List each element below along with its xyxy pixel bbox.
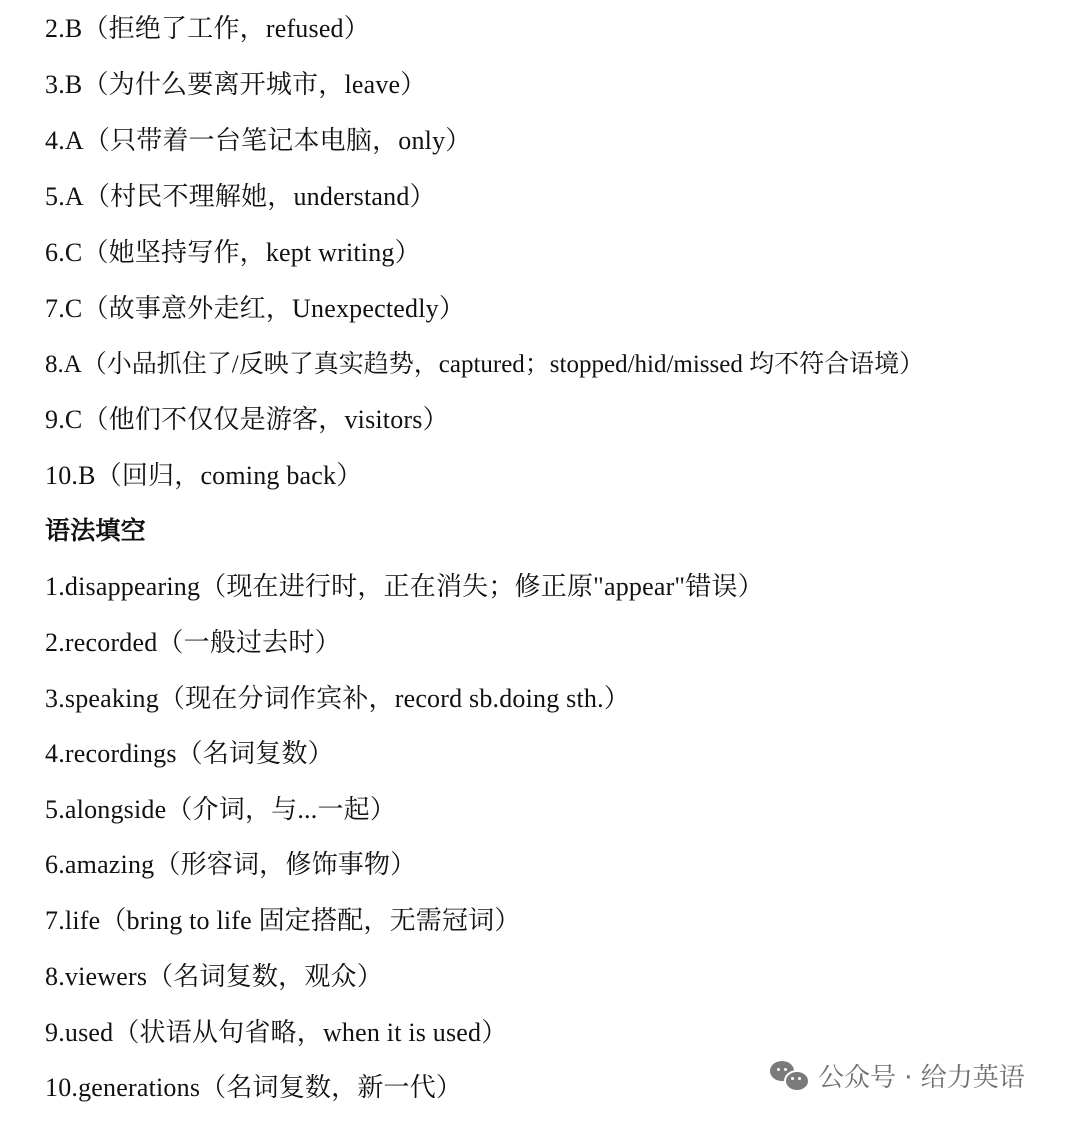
grammar-line: 2.recorded（一般过去时） [45,628,341,657]
answer-line: 2.B（拒绝了工作，refused） [45,14,370,43]
answer-line: 5.A（村民不理解她，understand） [45,182,436,211]
answer-line: 3.B（为什么要离开城市，leave） [45,70,427,99]
answer-line: 8.A（小品抓住了/反映了真实趋势，captured；stopped/hid/missed 均不符合语境） [45,351,925,378]
answer-line: 7.C（故事意外走红，Unexpectedly） [45,294,466,323]
watermark-text: 公众号 · 给力英语 [818,1062,1025,1093]
answer-line: 9.C（他们不仅仅是游客，visitors） [45,405,449,434]
grammar-line: 6.amazing（形容词，修饰事物） [45,850,417,879]
grammar-line: 9.used（状语从句省略，when it is used） [45,1018,508,1047]
wechat-icon [770,1059,808,1091]
answer-line: 10.B（回归，coming back） [45,461,363,490]
section-heading-grammar: 语法填空 [45,516,146,545]
answer-line: 4.A（只带着一台笔记本电脑，only） [45,126,472,155]
grammar-line: 10.generations（名词复数，新一代） [45,1073,463,1102]
grammar-line: 3.speaking（现在分词作宾补，record sb.doing sth.） [45,684,631,713]
grammar-line: 1.disappearing（现在进行时，正在消失；修正原"appear"错误） [45,572,764,601]
grammar-line: 7.life（bring to life 固定搭配，无需冠词） [45,906,521,935]
answer-line: 6.C（她坚持写作，kept writing） [45,238,421,267]
grammar-line: 5.alongside（介词，与...一起） [45,795,397,824]
grammar-line: 8.viewers（名词复数，观众） [45,962,383,991]
watermark [770,1055,1025,1095]
grammar-line: 4.recordings（名词复数） [45,739,334,768]
